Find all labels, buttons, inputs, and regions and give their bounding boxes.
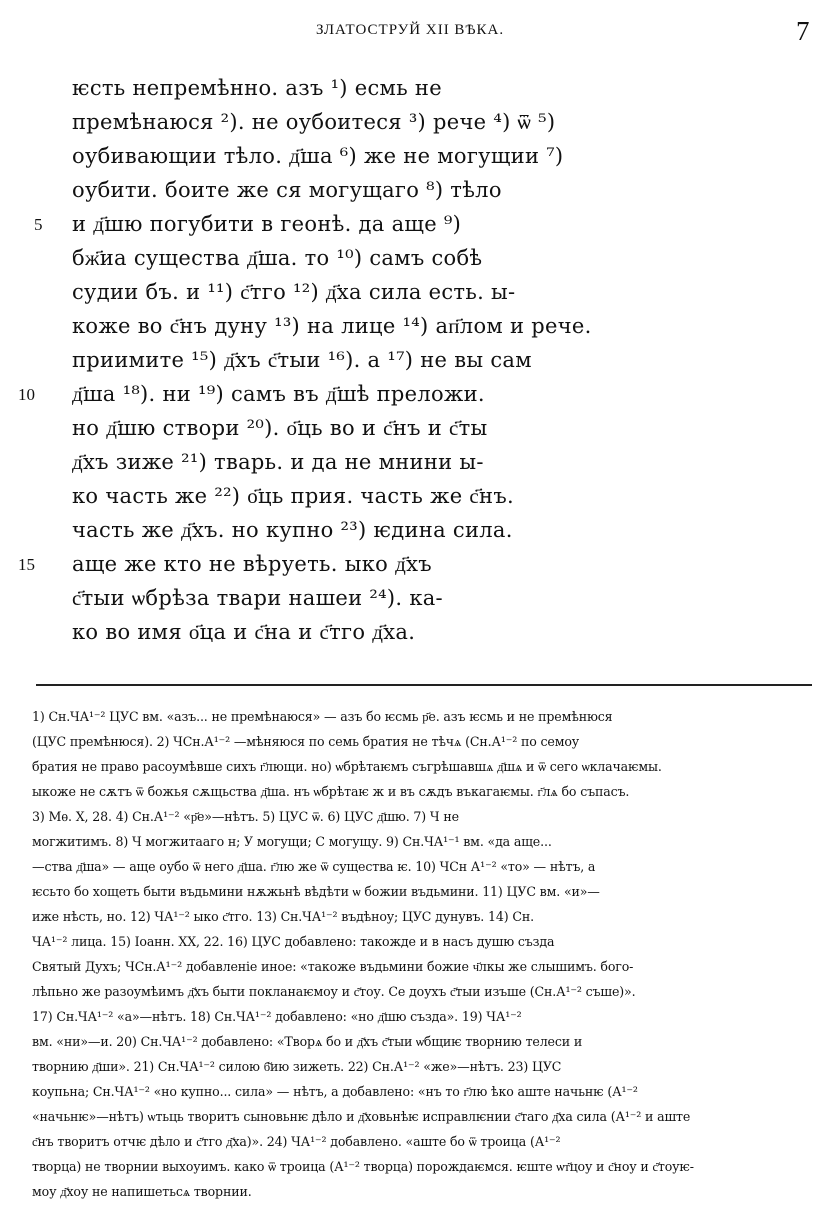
footnote-line: творца) не творнии выхоуимъ. како ѿ троица (А¹⁻² творца) порождаѥмся. ѥште ѡт҃цоу и с҃ноу и с҃тоуѥ- (32, 1159, 694, 1174)
text-line (0, 382, 828, 414)
text-line (0, 280, 828, 312)
line-text: оубити. боите же ся могущаго ⁸) тѣло (72, 178, 502, 202)
text-line (0, 314, 828, 346)
running-title: ЗЛАТОСТРУЙ XII ВѢКА. (316, 22, 505, 38)
footnote-line: 1) Сн.ЧА¹⁻² ЦУС вм. «азъ... не премѣнаюся» — азъ бо ѥсмь р҃е. азъ ѥсмь и не премѣнюся (32, 709, 613, 724)
line-text: ѥсть непремѣнно. азъ ¹) есмь не (72, 76, 442, 100)
footnote-line: иже нѣсть, но. 12) ЧА¹⁻² ыко с҃тго. 13) Сн.ЧА¹⁻² въдѣноу; ЦУС дунувъ. 14) Сн. (32, 909, 534, 924)
footnote-divider (36, 684, 812, 686)
footnote-line: коупьна; Сн.ЧА¹⁻² «но купно... сила» — нѣтъ, а добавлено: «нъ то г҃лю ѣко аште начьнѥ (А¹⁻² (32, 1084, 638, 1099)
text-line (0, 246, 828, 278)
text-line (0, 416, 828, 448)
line-number: 5 (34, 215, 43, 234)
text-line (0, 178, 828, 210)
line-text: д҃хъ зиже ²¹) тварь. и да не мнини ы- (72, 450, 484, 474)
text-line (0, 110, 828, 142)
line-text: часть же д҃хъ. но купно ²³) ѥдина сила. (72, 518, 513, 542)
footnote-line: 17) Сн.ЧА¹⁻² «а»—нѣтъ. 18) Сн.ЧА¹⁻² добавлено: «но д҃шю създа». 19) ЧА¹⁻² (32, 1009, 522, 1024)
footnote-line: с҃нъ творитъ отчѥ дѣло и с҃тго д҃ха)». 24) ЧА¹⁻² добавлено. «аште бо ѿ троица (А¹⁻² (32, 1134, 561, 1149)
footnote-line: лѣпьно же разоумѣимъ д҃хъ быти покланаѥмоу и с҃тоу. Се доухъ с҃тыи изъше (Сн.А¹⁻² съше)». (32, 984, 636, 999)
line-text: аще же кто не вѣруеть. ыко д҃хъ (72, 552, 432, 576)
footnote-line: братия не право расоумѣвше сихъ г҃лющи. но) ѡбрѣтаѥмъ съгрѣшавшѧ д҃шѧ и ѿ сего ѡклачаѥмы. (32, 759, 662, 774)
footnote-line: «начьнѥ»—нѣтъ) ѡтьць творитъ сыновьнѥ дѣло и д҃ховьнѣѥ исправлѥнии с҃таго д҃ха сила (А¹⁻² и аште (32, 1109, 691, 1124)
line-text: оубивающии тѣло. д҃ша ⁶) же не могущии ⁷) (72, 144, 564, 168)
text-line (0, 212, 828, 244)
footnote-line: 3) Мѳ. X, 28. 4) Сн.А¹⁻² «р҃е»—нѣтъ. 5) ЦУС ѿ. 6) ЦУС д҃шю. 7) Ч не (32, 809, 459, 824)
line-text: д҃ша ¹⁸). ни ¹⁹) самъ въ д҃шѣ преложи. (72, 382, 485, 406)
footnote-line: (ЦУС премѣнюся). 2) ЧСн.А¹⁻² —мѣняюся по семь братия не тѣчѧ (Сн.А¹⁻² по семоу (32, 734, 580, 749)
line-text: но д҃шю створи ²⁰). о҃ць во и с҃нъ и с҃ты (72, 416, 488, 440)
text-line (0, 552, 828, 584)
text-line (0, 144, 828, 176)
text-line (0, 76, 828, 108)
footnote-line: могжитимъ. 8) Ч могжитааго н; У могущи; С могущу. 9) Сн.ЧА¹⁻¹ вм. «да аще... (32, 834, 552, 849)
line-text: ко часть же ²²) о҃ць прия. часть же с҃нъ. (72, 484, 514, 508)
footnote-line: —ства д҃ша» — аще оубо ѿ него д҃ша. г҃лю же ѿ существа ѥ. 10) ЧСн А¹⁻² «то» — нѣтъ, а (32, 859, 596, 874)
text-line (0, 620, 828, 652)
line-text: ко во имя о҃ца и с҃на и с҃тго д҃ха. (72, 620, 416, 644)
footnote-line: вм. «ни»—и. 20) Сн.ЧА¹⁻² добавлено: «Творѧ бо и д҃хъ с҃тыи ѡбщиѥ творнию телеси и (32, 1034, 583, 1049)
footnote-line: Святый Духъ; ЧСн.А¹⁻² добавленіе иное: «такоже въдьмини божие ч҃лкы же слышимъ. бого- (32, 959, 634, 974)
line-text: приимите ¹⁵) д҃хъ с҃тыи ¹⁶). а ¹⁷) не вы сам (72, 348, 532, 372)
line-text: с҃тыи ѡбрѣза твари нашеи ²⁴). ка- (72, 586, 443, 610)
footnote-line: творнию д҃ши». 21) Сн.ЧА¹⁻² силою б҃ию зижеть. 22) Сн.А¹⁻² «же»—нѣтъ. 23) ЦУС (32, 1059, 562, 1074)
line-text: бж҃иа существа д҃ша. то ¹⁰) самъ собѣ (72, 246, 483, 270)
footnote-line: ѥсьто бо хощеть быти въдьмини нѫжьнѣ вѣдѣти ѡ божии въдьмини. 11) ЦУС вм. «и»— (32, 884, 600, 899)
text-line (0, 518, 828, 550)
footnote-line: моу д҃хоу не напишетьсѧ творнии. (32, 1184, 252, 1199)
text-line (0, 348, 828, 380)
text-line (0, 586, 828, 618)
line-text: коже во с҃нъ дуну ¹³) на лице ¹⁴) ап҃лом и рече. (72, 314, 592, 338)
footnote-line: ЧА¹⁻² лица. 15) Іоанн. XX, 22. 16) ЦУС добавлено: такожде и в насъ душю създа (32, 934, 555, 949)
line-text: премѣнаюся ²). не оубоитеся ³) рече ⁴) ѿ ⁵) (72, 110, 556, 134)
text-line (0, 484, 828, 516)
line-text: судии бъ. и ¹¹) с҃тго ¹²) д҃ха сила есть. ы- (72, 280, 516, 304)
text-line (0, 450, 828, 482)
running-head (0, 14, 828, 44)
line-number: 10 (18, 385, 35, 404)
page-number: 7 (796, 16, 810, 46)
line-text: и д҃шю погубити в геонѣ. да аще ⁹) (72, 212, 462, 236)
footnote-line: ыкоже не сѫтъ ѿ божья сѫщьства д҃ша. нъ ѡбрѣтаѥ ж и въ сѫдъ въкагаѥмы. г҃лѧ бо съпасъ. (32, 784, 630, 799)
line-number: 15 (18, 555, 35, 574)
